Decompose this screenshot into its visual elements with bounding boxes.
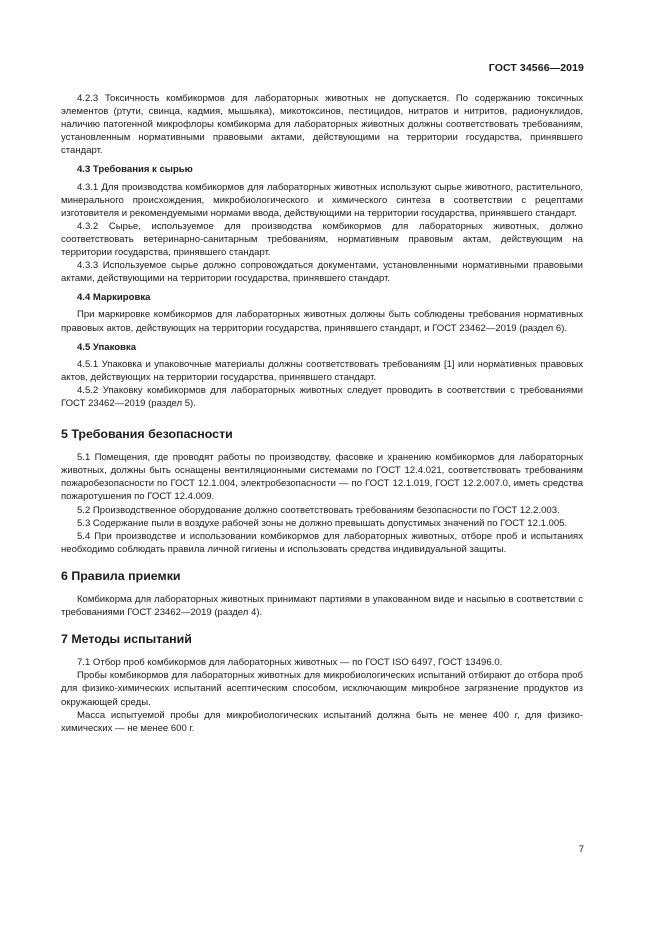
paragraph: 4.3.2 Сырье, используемое для производства комбикормов для лабораторных животных, должно соответствовать ветеринарно-санитарным требованиям, нормативным правовым актам, действующим на территории государства, принявшего стандарт. — [61, 220, 583, 259]
paragraph: 5.1 Помещения, где проводят работы по производству, фасовке и хранению комбикормов для лабораторных животных, должны быть оснащены вентиляционными системами по ГОСТ 12.4.021, соответствовать требованиям пожаробезопасности по ГОСТ 12.1.004, электробезопасности — по ГОСТ 12.1.019, ГОСТ 12.2.007.0, иметь средства пожаротушения по ГОСТ 12.4.009. — [61, 452, 583, 503]
paragraph: Комбикорма для лабораторных животных принимают партиями в упакованном виде и насыпью в соответствии с требованиями ГОСТ 23462—2019 (раздел 4). — [61, 594, 583, 619]
subsection-heading: 4.4 Маркировка — [77, 292, 151, 304]
paragraph: 4.5.1 Упаковка и упаковочные материалы должны соответствовать требованиям [1] или нормативных правовых актов, действующих на территории государства, принявшего стандарт. — [61, 358, 583, 383]
section-heading: 6 Правила приемки — [61, 568, 181, 583]
paragraph: При маркировке комбикормов для лабораторных животных должны быть соблюдены требования нормативных правовых актов, действующих на территории государства, принявшего стандарт, и ГОСТ 23462—2019 (раздел 6). — [61, 309, 583, 334]
page-number: 7 — [578, 844, 584, 855]
paragraph: Масса испытуемой пробы для микробиологических испытаний должна быть не менее 400 г, для физико-химических — не менее 600 г. — [61, 709, 583, 734]
running-header: ГОСТ 34566—2019 — [488, 62, 584, 74]
subsection-heading: 4.3 Требования к сырью — [77, 164, 193, 176]
subsection-heading: 4.5 Упаковка — [77, 341, 137, 353]
paragraph: 4.5.2 Упаковку комбикормов для лабораторных животных следует проводить в соответствии с требованиями ГОСТ 23462—2019 (раздел 5). — [61, 384, 583, 409]
paragraph: 5.2 Производственное оборудование должно соответствовать требованиям безопасности по ГОСТ 12.2.003. — [77, 504, 560, 516]
paragraph: 4.2.3 Токсичность комбикормов для лабораторных животных не допускается. По содержанию токсичных элементов (ртути, свинца, кадмия, мышьяка), микотоксинов, пестицидов, нитратов и нитритов, радионуклидов, наличию патогенной микрофлоры комбикорма для лабораторных животных должны соответствовать требованиям, установленным нормативными правовыми актами, действующими на территории государства, принявшего стандарт. — [61, 93, 583, 157]
paragraph: 5.4 При производстве и использовании комбикормов для лабораторных животных, отборе проб и испытаниях необходимо соблюдать правила личной гигиены и использовать средства индивидуальной защиты. — [61, 530, 583, 555]
page-body — [61, 92, 583, 735]
section-heading: 7 Методы испытаний — [61, 632, 192, 647]
paragraph: 4.3.1 Для производства комбикормов для лабораторных животных используют сырье животного, растительного, минерального происхождения, микробиологического и химического синтеза в соответствии с рецептами изготовителя и рекомендуемыми нормами ввода, действующими на территории государства, принявшего стандарт. — [61, 181, 583, 219]
paragraph: 4.3.3 Используемое сырье должно сопровождаться документами, установленными нормативными правовыми актами, действующими на территории государства, принявшего стандарт. — [61, 260, 583, 285]
paragraph: 5.3 Содержание пыли в воздухе рабочей зоны не должно превышать допустимых значений по ГОСТ 12.1.005. — [77, 517, 568, 529]
paragraph: Пробы комбикормов для лабораторных животных для микробиологических испытаний отбирают до отбора проб для физико-химических испытаний асептическим способом, исключающим микробное загрязнение продуктов из окружающей среды. — [61, 670, 583, 708]
section-heading: 5 Требования безопасности — [61, 427, 233, 442]
paragraph: 7.1 Отбор проб комбикормов для лабораторных животных — по ГОСТ ISO 6497, ГОСТ 13496.0. — [77, 657, 503, 669]
